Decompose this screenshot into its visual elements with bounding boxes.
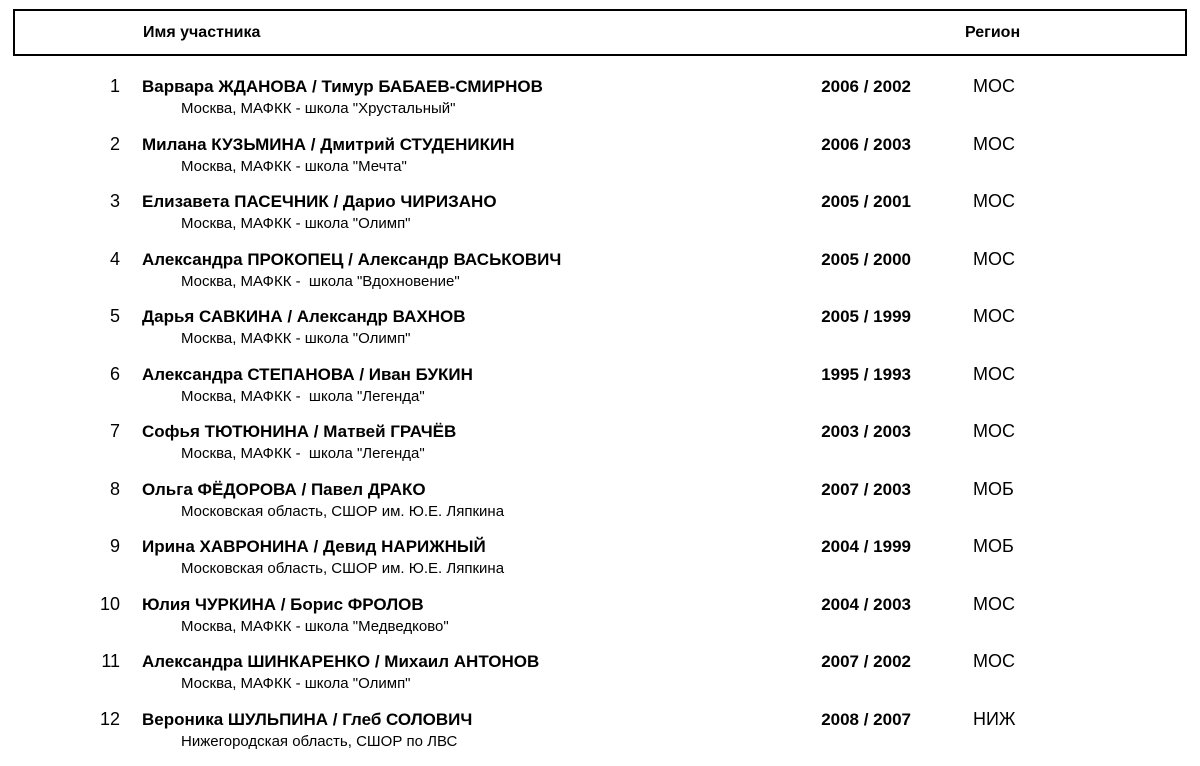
participant-birth-years: 2006 / 2003 [821, 134, 911, 154]
participant-birth-years: 1995 / 1993 [821, 364, 911, 384]
participant-birth-years: 2003 / 2003 [821, 422, 911, 441]
participant-club: Нижегородская область, СШОР по ЛВС [181, 732, 458, 750]
participant-birth-years: 2007 / 2002 [821, 652, 911, 671]
participant-rank: 8 [109, 478, 120, 499]
participant-region: МОС [973, 363, 1015, 384]
participant-name: Елизавета ПАСЕЧНИК / Дарио ЧИРИЗАНО [142, 192, 497, 211]
participant-rank: 1 [109, 76, 120, 96]
participant-club: Москва, МАФКК - школа "Легенда" [181, 445, 425, 462]
participant-club: Москва, МАФКК - школа "Мечта" [181, 157, 407, 175]
participant-birth-years: 2005 / 1999 [821, 307, 911, 326]
participant-name: Ирина ХАВРОНИНА / Девид НАРИЖНЫЙ [142, 537, 486, 556]
participant-birth-years: 2006 / 2002 [821, 77, 911, 96]
participant-rank: 4 [109, 248, 120, 269]
participant-club: Москва, МАФКК - школа "Медведково" [181, 617, 449, 635]
participant-row [0, 134, 1200, 191]
participant-region: МОС [973, 421, 1015, 441]
participant-row [0, 651, 1200, 708]
participant-row [0, 421, 1200, 478]
participant-row [0, 594, 1200, 651]
participant-club: Москва, МАФКК - школа "Вдохновение" [181, 272, 460, 290]
participant-region: МОС [973, 133, 1015, 154]
participant-club: Москва, МАФКК - школа "Олимп" [181, 215, 411, 232]
participant-rank: 6 [109, 363, 120, 384]
participant-row [0, 249, 1200, 306]
participant-region: МОС [973, 306, 1015, 326]
participant-row [0, 479, 1200, 536]
participant-row [0, 709, 1200, 766]
participant-club: Московская область, СШОР им. Ю.Е. Ляпкина [181, 502, 505, 520]
participant-club: Москва, МАФКК - школа "Олимп" [181, 330, 411, 347]
participant-rank: 5 [109, 306, 120, 326]
participant-birth-years: 2007 / 2003 [821, 479, 911, 499]
participant-name: Милана КУЗЬМИНА / Дмитрий СТУДЕНИКИН [142, 134, 515, 154]
participant-name: Софья ТЮТЮНИНА / Матвей ГРАЧЁВ [142, 422, 457, 441]
participant-region: МОС [973, 248, 1015, 269]
participant-birth-years: 2005 / 2001 [821, 192, 911, 211]
participant-name: Ольга ФЁДОРОВА / Павел ДРАКО [142, 479, 426, 499]
participant-row [0, 536, 1200, 593]
participant-birth-years: 2005 / 2000 [821, 249, 911, 269]
participant-region: МОБ [973, 536, 1014, 556]
participant-rank: 9 [109, 536, 120, 556]
participant-name: Александра ПРОКОПЕЦ / Александр ВАСЬКОВИЧ [142, 249, 562, 269]
participant-rank: 10 [99, 593, 120, 614]
participant-name: Юлия ЧУРКИНА / Борис ФРОЛОВ [142, 594, 424, 614]
participant-region: МОС [973, 651, 1015, 671]
participant-birth-years: 2008 / 2007 [821, 709, 911, 729]
participant-birth-years: 2004 / 2003 [821, 594, 911, 614]
participant-region: МОС [973, 76, 1015, 96]
column-header-name: Имя участника [143, 24, 261, 41]
participant-region: МОБ [973, 478, 1014, 499]
participant-club: Москва, МАФКК - школа "Олимп" [181, 675, 411, 692]
participant-club: Москва, МАФКК - школа "Легенда" [181, 387, 425, 405]
participant-row [0, 306, 1200, 363]
participant-region: МОС [973, 191, 1015, 211]
participant-name: Александра СТЕПАНОВА / Иван БУКИН [142, 364, 473, 384]
participant-name: Вероника ШУЛЬПИНА / Глеб СОЛОВИЧ [142, 709, 473, 729]
participant-row [0, 364, 1200, 421]
participant-rank: 11 [101, 651, 120, 671]
participant-region: МОС [973, 593, 1015, 614]
participant-name: Дарья САВКИНА / Александр ВАХНОВ [142, 307, 466, 326]
participant-row [0, 76, 1200, 133]
participant-name: Варвара ЖДАНОВА / Тимур БАБАЕВ-СМИРНОВ [142, 77, 543, 96]
participant-rank: 7 [109, 421, 120, 441]
column-header-region: Регион [965, 24, 1021, 41]
participant-rank: 2 [109, 133, 120, 154]
participant-region: НИЖ [973, 708, 1016, 729]
participant-name: Александра ШИНКАРЕНКО / Михаил АНТОНОВ [142, 652, 540, 671]
participant-rank: 12 [99, 708, 120, 729]
participant-club: Москва, МАФКК - школа "Хрустальный" [181, 100, 456, 117]
participant-club: Московская область, СШОР им. Ю.Е. Ляпкина [181, 560, 505, 577]
table-header [13, 9, 1187, 56]
participant-row [0, 191, 1200, 248]
participant-birth-years: 2004 / 1999 [821, 537, 911, 556]
participant-rank: 3 [109, 191, 120, 211]
